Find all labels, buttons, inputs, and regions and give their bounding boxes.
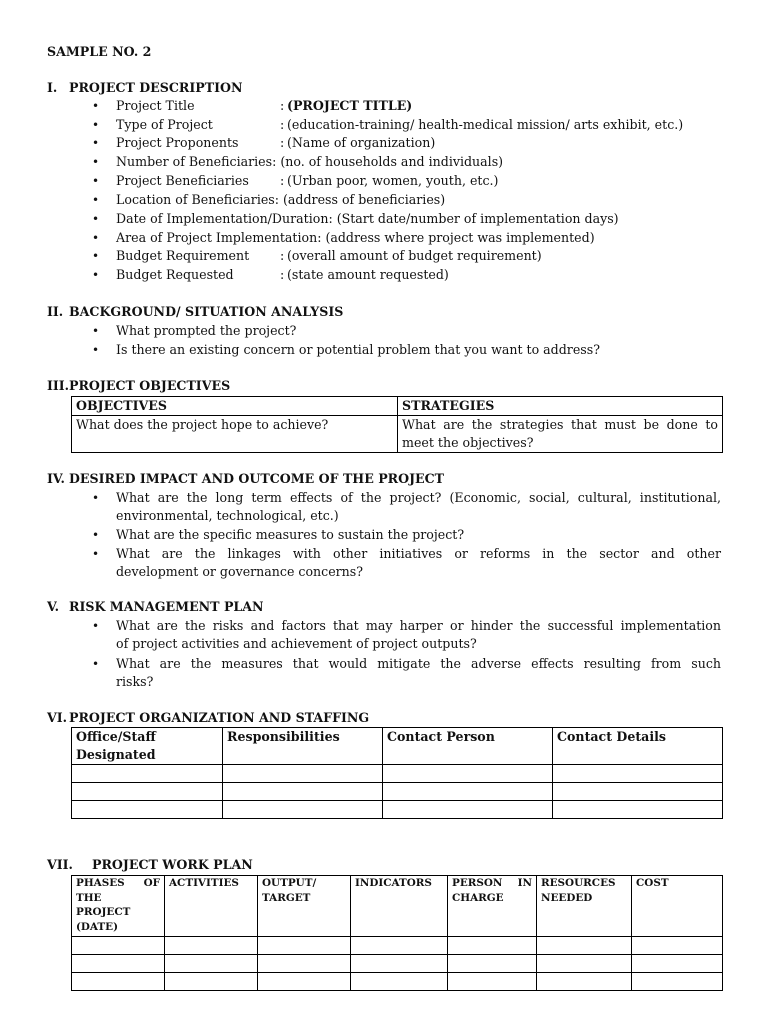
person-header-line-1 [452,876,532,891]
section-7-heading: PROJECT WORK PLAN [92,857,253,872]
project-beneficiaries-colon: : [280,173,285,188]
risk-question-2-line-1: What are the measures that would mitigate the adverse effects resulting from such [116,656,721,671]
person-in-charge-header [448,876,537,937]
impact-question-1-line-2: environmental, technological, etc.) [116,508,339,523]
section-2-number: II. [47,304,64,319]
office-staff-header [72,728,223,765]
sample-label: SAMPLE NO. 2 [47,44,152,59]
bullet: • [92,547,100,561]
type-of-project-value: (education-training/ health-medical mission/ arts exhibit, etc.) [287,117,684,132]
type-of-project-label: Type of Project [116,117,213,132]
risk-question-2-line-2: risks? [116,674,154,689]
objectives-cell: What does the project hope to achieve? [72,416,398,453]
work-plan-table [71,875,723,991]
project-title-label: Project Title [116,98,195,113]
type-of-project-colon: : [280,117,285,132]
bullet: • [92,619,100,633]
table-row [72,783,723,801]
office-staff-header-line-2: Designated [76,747,156,762]
table-row [72,955,723,973]
table-row [72,765,723,783]
bullet: • [92,155,100,169]
budget-requested-label: Budget Requested [116,267,234,282]
impact-question-3-line-2: development or governance concerns? [116,564,363,579]
output-header-line-1: OUTPUT/ [262,877,317,889]
project-proponents-label: Project Proponents [116,135,239,150]
section-6-number: VI. [47,710,68,725]
bullet: • [92,343,100,357]
section-1-heading: PROJECT DESCRIPTION [69,80,243,95]
bullet: • [92,249,100,263]
bullet: • [92,136,100,150]
section-6-heading: PROJECT ORGANIZATION AND STAFFING [69,710,370,725]
section-5-heading: RISK MANAGEMENT PLAN [69,599,264,614]
risk-question-1-line-1: What are the risks and factors that may harper or hinder the successful implementation [116,618,721,633]
budget-requirement-value: (overall amount of budget requirement) [287,248,542,263]
risk-question-1-line-2: of project activities and achievement of project outputs? [116,636,477,651]
bullet: • [92,231,100,245]
bullet: • [92,174,100,188]
activities-header: ACTIVITIES [165,876,258,937]
phases-word: PHASES [76,877,125,889]
strategies-line-2: meet the objectives? [402,435,534,450]
phases-header-line-4: (DATE) [76,920,118,933]
resources-needed-header [537,876,632,937]
impact-question-3-line-1: What are the linkages with other initiatives or reforms in the sector and other [116,546,721,561]
area-of-implementation: Area of Project Implementation: (address where project was implemented) [116,230,595,245]
section-3-heading: PROJECT OBJECTIVES [69,378,231,393]
strategies-line-1: What are the strategies that must be done to [402,417,718,432]
number-of-beneficiaries: Number of Beneficiaries: (no. of households and individuals) [116,154,504,169]
project-title-value: (PROJECT TITLE) [287,98,413,113]
phases-header-line-3: PROJECT [76,906,131,918]
bullet: • [92,268,100,282]
phases-header-line-1 [76,876,160,891]
impact-question-1-line-1: What are the long term effects of the project? (Economic, social, cultural, institutional, [116,490,721,505]
office-staff-header-line-1: Office/Staff [76,729,156,744]
indicators-header: INDICATORS [351,876,448,937]
section-7-number: VII. [47,857,73,872]
objectives-header: OBJECTIVES [72,397,398,416]
phases-header [72,876,165,937]
responsibilities-header: Responsibilities [223,728,383,765]
project-title-colon: : [280,98,285,113]
objectives-table [71,396,723,453]
in-word: IN [517,877,532,889]
person-word: PERSON [452,877,503,889]
section-5-number: V. [47,599,59,614]
contact-details-header: Contact Details [553,728,723,765]
project-beneficiaries-value: (Urban poor, women, youth, etc.) [287,173,499,188]
section-2-heading: BACKGROUND/ SITUATION ANALYSIS [69,304,344,319]
location-of-beneficiaries: Location of Beneficiaries: (address of beneficiaries) [116,192,446,207]
strategies-header: STRATEGIES [398,397,723,416]
section-1-number: I. [47,80,58,95]
bullet: • [92,193,100,207]
table-row [72,973,723,991]
staffing-table [71,727,723,819]
bullet: • [92,118,100,132]
budget-requested-colon: : [280,267,285,282]
budget-requested-value: (state amount requested) [287,267,449,282]
table-row [72,801,723,819]
budget-requirement-label: Budget Requirement [116,248,250,263]
resources-header-line-2: NEEDED [541,891,593,904]
table-row [72,937,723,955]
section-4-heading: DESIRED IMPACT AND OUTCOME OF THE PROJECT [69,471,445,486]
strategies-cell [398,416,723,453]
bullet: • [92,491,100,505]
impact-question-2: What are the specific measures to sustain the project? [116,527,465,542]
person-header-line-2: CHARGE [452,891,504,904]
output-target-header [258,876,351,937]
output-header-line-2: TARGET [262,891,311,904]
bullet: • [92,99,100,113]
date-of-implementation: Date of Implementation/Duration: (Start date/number of implementation days) [116,211,619,226]
of-word: OF [143,877,160,889]
contact-person-header: Contact Person [383,728,553,765]
phases-header-line-2: THE [76,891,102,904]
project-proponents-colon: : [280,135,285,150]
project-proponents-value: (Name of organization) [287,135,436,150]
background-question-1: What prompted the project? [116,323,297,338]
resources-header-line-1: RESOURCES [541,877,616,889]
cost-header: COST [632,876,723,937]
bullet: • [92,657,100,671]
budget-requirement-colon: : [280,248,285,263]
section-3-number: III. [47,378,70,393]
bullet: • [92,528,100,542]
section-4-number: IV. [47,471,65,486]
bullet: • [92,324,100,338]
background-question-2: Is there an existing concern or potential problem that you want to address? [116,342,600,357]
bullet: • [92,212,100,226]
project-beneficiaries-label: Project Beneficiaries [116,173,249,188]
